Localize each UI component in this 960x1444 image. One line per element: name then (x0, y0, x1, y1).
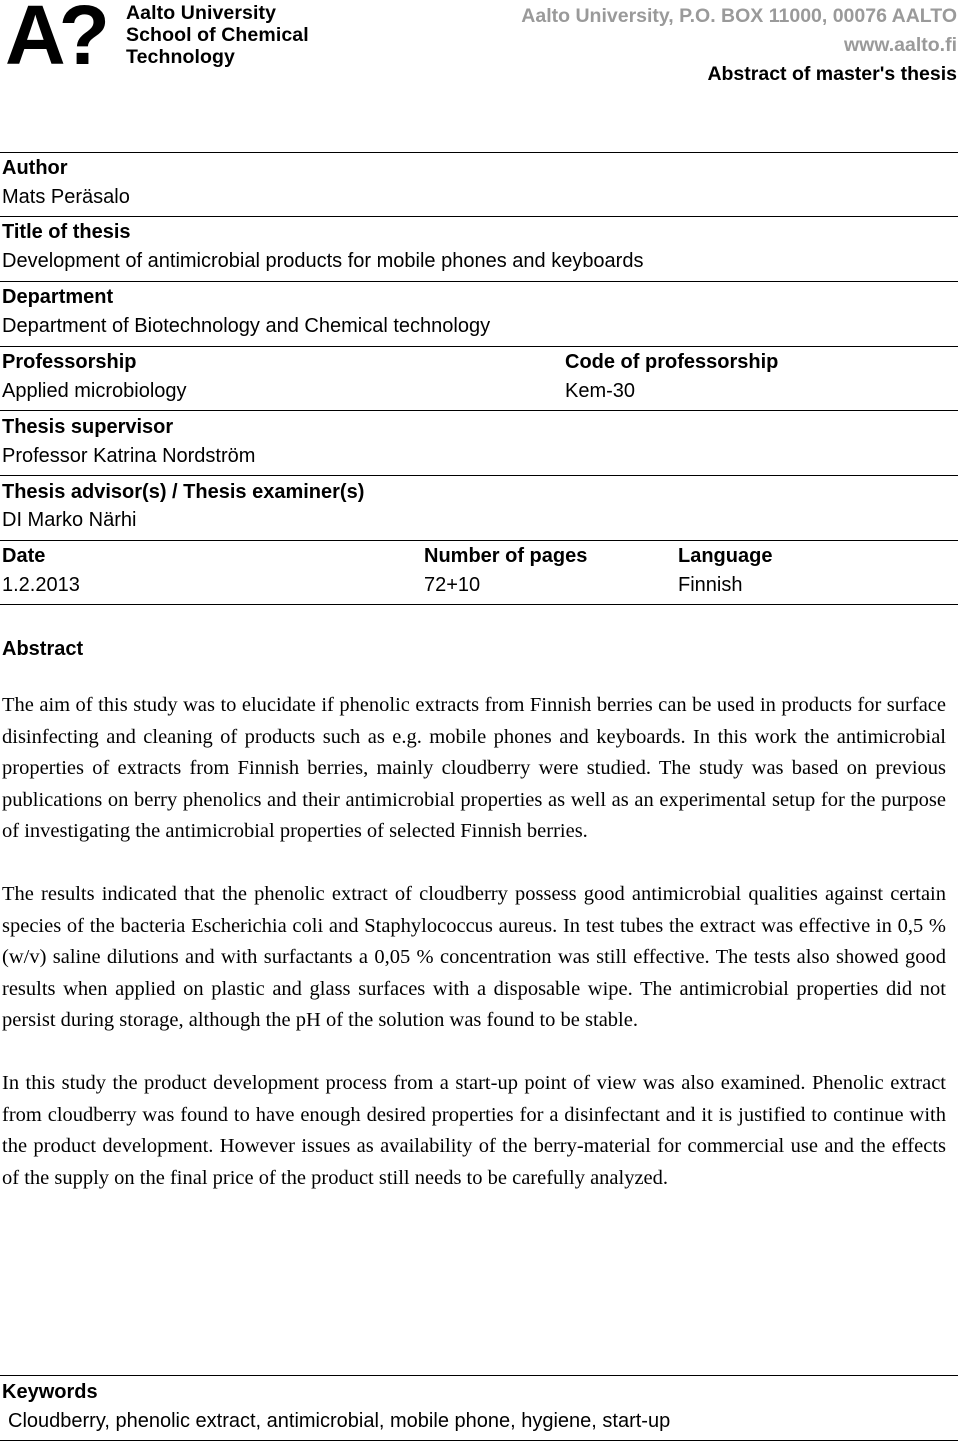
language-value: Finnish (678, 574, 743, 596)
date-value: 1.2.2013 (2, 574, 80, 596)
author-value: Mats Peräsalo (2, 186, 130, 208)
divider (0, 410, 958, 411)
divider (0, 604, 958, 605)
language-label: Language (678, 545, 773, 567)
author-label: Author (2, 157, 68, 179)
divider (0, 281, 958, 282)
keywords-label: Keywords (2, 1381, 98, 1403)
abstract-paragraph: In this study the product development process from a start-up point of view was also examined. Phenolic extract from cloudberry was found to have enough desired properties for a disinfectant and it is justified to continue with the product development. However issues as availability of the berry-material for commercial use and the effects of the supply on the final price of the product still needs to be carefully analyzed. (2, 1072, 946, 1189)
professorship-value: Applied microbiology (2, 380, 187, 402)
pages-label: Number of pages (424, 545, 588, 567)
supervisor-value: Professor Katrina Nordström (2, 445, 256, 467)
aalto-logo (5, 2, 109, 68)
supervisor-label: Thesis supervisor (2, 416, 174, 438)
header-info (521, 2, 957, 89)
title-value: Development of antimicrobial products for mobile phones and keyboards (2, 250, 644, 272)
website-link[interactable]: www.aalto.fi (843, 34, 957, 56)
department-value: Department of Biotechnology and Chemical technology (2, 315, 491, 337)
date-label: Date (2, 545, 46, 567)
svg-text:A?: A? (5, 2, 103, 68)
advisor-label: Thesis advisor(s) / Thesis examiner(s) (2, 481, 365, 503)
professorship-code-value: Kem-30 (565, 380, 636, 402)
professorship-label: Professorship (2, 351, 137, 373)
advisor-value: DI Marko Närhi (2, 509, 137, 531)
university-line-3: Technology (126, 46, 235, 68)
divider (0, 540, 958, 541)
abstract-paragraph: The aim of this study was to elucidate if phenolic extracts from Finnish berries can be used in products for surface disinfecting and cleaning of products such as e.g. mobile phones and keyboards. In this work the antimicrobial properties of extracts from Finnish berries, mainly cloudberry were studied. The study was based on previous publications on berry phenolics and their antimicrobial properties as well as an experimental setup for the purpose of investigating the antimicrobial properties of selected Finnish berries. (2, 694, 946, 842)
divider (0, 216, 958, 217)
university-line-1: Aalto University (126, 2, 277, 24)
postal-address: Aalto University, P.O. BOX 11000, 00076 AALTO (521, 5, 957, 27)
abstract-body (2, 690, 946, 1226)
abstract-paragraph: The results indicated that the phenolic extract of cloudberry possess good antimicrobial qualities against certain species of the bacteria Escherichia coli and Staphylococcus aureus. In test tubes the extract was effective in 0,5 % (w/v) saline dilutions and with surfactants a 0,05 % concentration was still effective. The tests also showed good results when applied on plastic and glass surfaces with a disposable wipe. The antimicrobial properties did not persist during storage, although the pH of the solution was found to be stable. (2, 883, 946, 1031)
university-line-2: School of Chemical (126, 24, 309, 46)
title-label: Title of thesis (2, 221, 131, 243)
document-type: Abstract of master's thesis (707, 63, 957, 85)
divider (0, 475, 958, 476)
department-label: Department (2, 286, 114, 308)
abstract-heading: Abstract (2, 638, 84, 660)
university-name (126, 2, 309, 68)
divider (0, 152, 958, 153)
divider (0, 1440, 958, 1441)
divider (0, 1375, 958, 1376)
divider (0, 346, 958, 347)
keywords-value: Cloudberry, phenolic extract, antimicrobial, mobile phone, hygiene, start-up (8, 1410, 671, 1432)
professorship-code-label: Code of professorship (565, 351, 779, 373)
pages-value: 72+10 (424, 574, 481, 596)
